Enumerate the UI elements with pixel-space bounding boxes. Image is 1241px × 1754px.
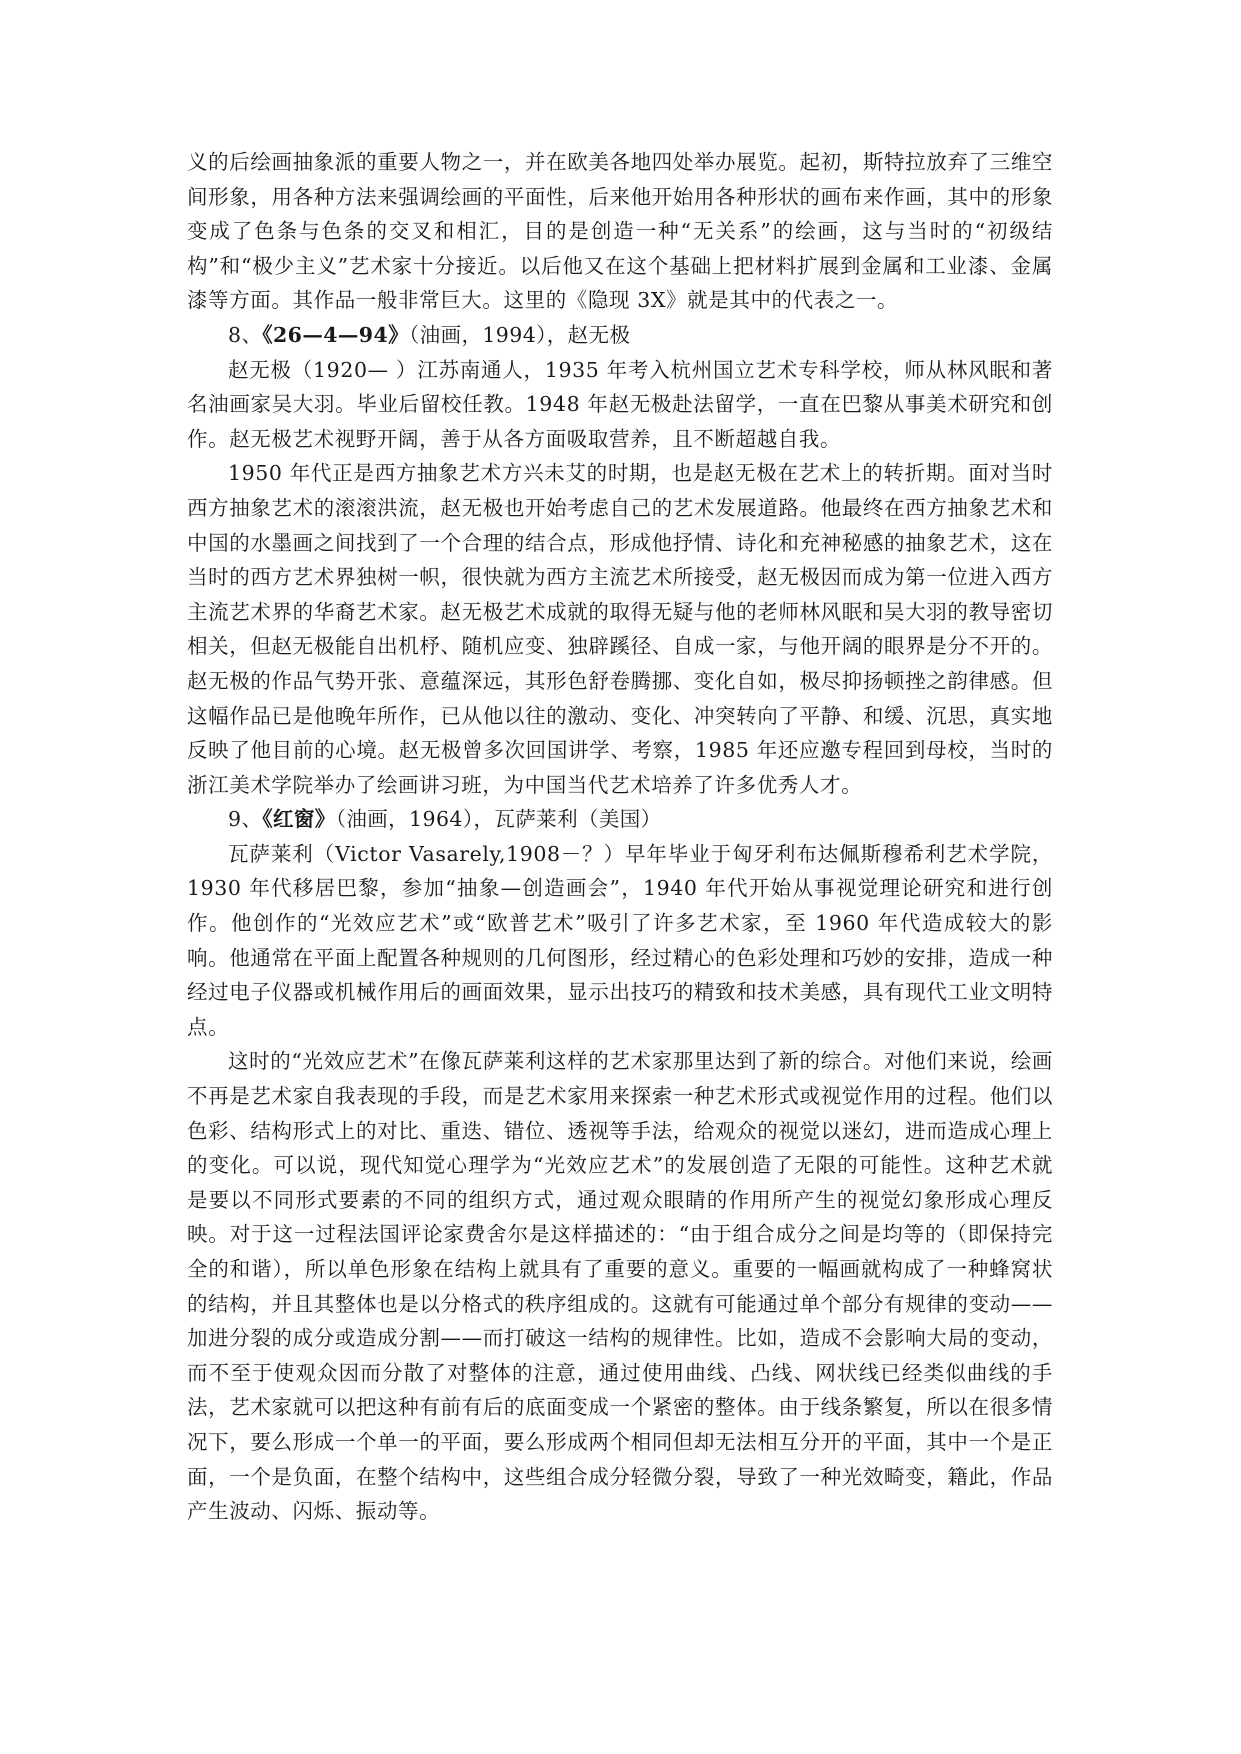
artwork-title: 《26—4—94》 xyxy=(262,322,410,347)
artwork-detail: （油画，1964），瓦萨莱利（美国） xyxy=(335,807,662,832)
artwork-title: 《红窗》 xyxy=(262,807,336,832)
paragraph-zao-wou-ki-bio: 赵无极（1920— ）江苏南通人，1935 年考入杭州国立艺术专科学校，师从林风眠和著名油画家吴大羽。毕业后留校任教。1948 年赵无极赴法留学，一直在巴黎从事美术研究和创作。赵无极艺术视野开阔，善于从各方面吸取营养，且不断超越自我。 xyxy=(187,357,1053,451)
section-number: 8、 xyxy=(228,322,263,347)
paragraph-op-art: 这时的“光效应艺术”在像瓦萨莱利这样的艺术家那里达到了新的综合。对他们来说，绘画不再是艺术家自我表现的手段，而是艺术家用来探索一种艺术形式或视觉作用的过程。他们以色彩、结构形式上的对比、重迭、错位、透视等手法，给观众的视觉以迷幻，进而造成心理上的变化。可以说，现代知觉心理学为“光效应艺术”的发展创造了无限的可能性。这种艺术就是要以不同形式要素的不同的组织方式，通过观众眼睛的作用所产生的视觉幻象形成心理反映。对于这一过程法国评论家费舍尔是这样描述的：“由于组合成分之间是均等的（即保持完全的和谐），所以单色形象在结构上就具有了重要的意义。重要的一幅画就构成了一种蜂窝状的结构，并且其整体也是以分格式的秩序组成的。这就有可能通过单个部分有规律的变动——加进分裂的成分或造成分割——而打破这一结构的规律性。比如，造成不会影响大局的变动，而不至于使观众因而分散了对整体的注意，通过使用曲线、凸线、网状线已经类似曲线的手法，艺术家就可以把这种有前有后的底面变成一个紧密的整体。由于线条繁复，所以在很多情况下，要么形成一个单一的平面，要么形成两个相同但却无法相互分开的平面，其中一个是正面，一个是负面，在整个结构中，这些组合成分轻微分裂，导致了一种光效畸变，籍此，作品产生波动、闪烁、振动等。 xyxy=(187,1049,1053,1524)
section-heading-9 xyxy=(187,802,1053,837)
artwork-detail: （油画，1994），赵无极 xyxy=(409,322,631,347)
paragraph-stella-continued: 义的后绘画抽象派的重要人物之一，并在欧美各地四处举办展览。起初，斯特拉放弃了三维空间形象，用各种方法来强调绘画的平面性，后来他开始用各种形状的画布来作画，其中的形象变成了色条与色条的交叉和相汇，目的是创造一种“无关系”的绘画，这与当时的“初级结构”和“极少主义”艺术家十分接近。以后他又在这个基础上把材料扩展到金属和工业漆、金属漆等方面。其作品一般非常巨大。这里的《隐现 3X》就是其中的代表之一。 xyxy=(187,150,1053,313)
section-number: 9、 xyxy=(228,807,263,832)
paragraph-zao-wou-ki-1950s: 1950 年代正是西方抽象艺术方兴未艾的时期，也是赵无极在艺术上的转折期。面对当时西方抽象艺术的滚滚洪流，赵无极也开始考虑自己的艺术发展道路。他最终在西方抽象艺术和中国的水墨画之间找到了一个合理的结合点，形成他抒情、诗化和充神秘感的抽象艺术，这在当时的西方艺术界独树一帜，很快就为西方主流艺术所接受，赵无极因而成为第一位进入西方主流艺术界的华裔艺术家。赵无极艺术成就的取得无疑与他的老师林风眠和吴大羽的教导密切相关，但赵无极能自出机杼、随机应变、独辟蹊径、自成一家，与他开阔的眼界是分不开的。赵无极的作品气势开张、意蕴深远，其形色舒卷腾挪、变化自如，极尽抑扬顿挫之韵律感。但这幅作品已是他晚年所作，已从他以往的激动、变化、冲突转向了平静、和缓、沉思，真实地反映了他目前的心境。赵无极曾多次回国讲学、考察，1985 年还应邀专程回到母校，当时的浙江美术学院举办了绘画讲习班，为中国当代艺术培养了许多优秀人才。 xyxy=(187,461,1053,797)
document-body xyxy=(187,145,1053,1529)
section-heading-8 xyxy=(187,318,1053,353)
paragraph-vasarely-bio: 瓦萨莱利（Victor Vasarely,1908－？）早年毕业于匈牙利布达佩斯穆希利艺术学院，1930 年代移居巴黎，参加“抽象—创造画会”，1940 年代开始从事视觉理论研究和进行创作。他创作的“光效应艺术”或“欧普艺术”吸引了许多艺术家，至 1960 年代造成较大的影响。他通常在平面上配置各种规则的几何图形，经过精心的色彩处理和巧妙的安排，造成一种经过电子仪器或机械作用后的画面效果，显示出技巧的精致和技术美感，具有现代工业文明特点。 xyxy=(187,841,1053,1039)
